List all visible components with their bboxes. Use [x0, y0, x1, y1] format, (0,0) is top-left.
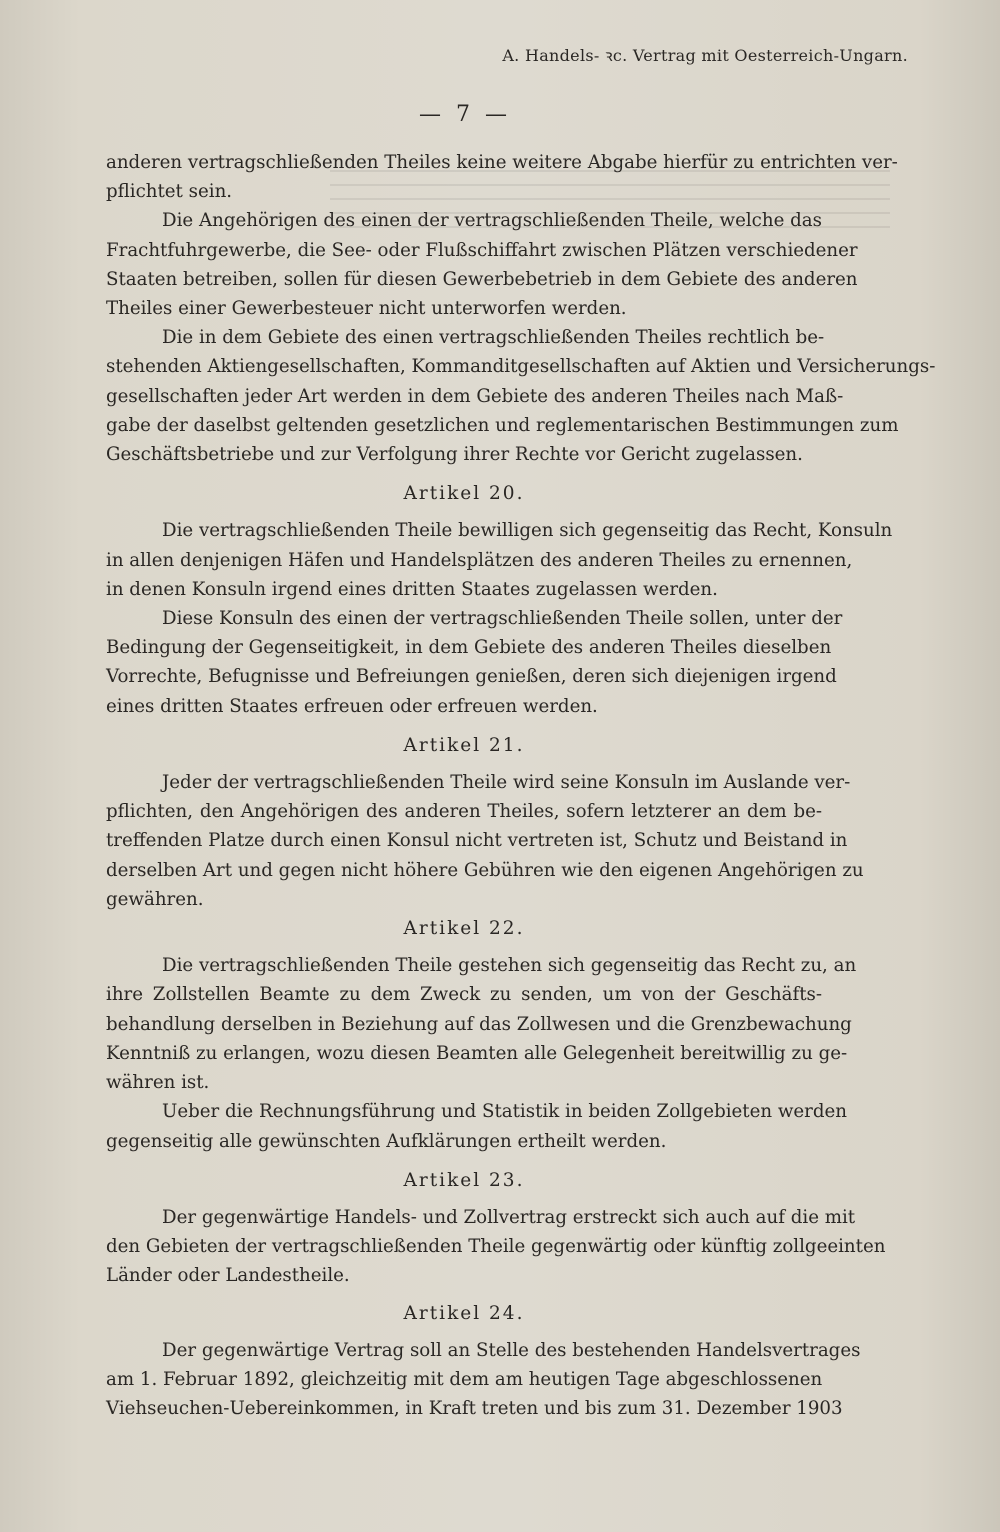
text-line: Vorrechte, Befugnisse und Befreiungen genießen, deren sich diejenigen irgend: [106, 666, 837, 688]
running-header: A. Handels- ꝛc. Vertrag mit Oesterreich-Ungarn.: [502, 46, 908, 65]
paragraph-inkrafttreten: [106, 1336, 861, 1424]
text-line: Die in dem Gebiete des einen vertragschließenden Theiles rechtlich be-: [162, 327, 825, 349]
text-line: eines dritten Staates erfreuen oder erfreuen werden.: [106, 695, 598, 717]
text-line: anderen vertragschließenden Theiles keine weitere Abgabe hierfür zu entrichten ver-: [106, 152, 898, 173]
article-23-heading: Artikel 23.: [403, 1169, 525, 1191]
text-line: Länder oder Landestheile.: [106, 1265, 350, 1287]
text-line: Theiles einer Gewerbesteuer nicht unterworfen werden.: [106, 298, 627, 320]
text-line: pflichten, den Angehörigen des anderen Theiles, sofern letzterer an dem be-: [106, 801, 822, 823]
text-line: Bedingung der Gegenseitigkeit, in dem Gebiete des anderen Theiles dieselben: [106, 637, 832, 659]
text-line: Kenntniß zu erlangen, wozu diesen Beamten alle Gelegenheit bereitwillig zu ge-: [106, 1042, 848, 1064]
text-line: Geschäftsbetriebe und zur Verfolgung ihrer Rechte vor Gericht zugelassen.: [106, 444, 803, 466]
text-line: gewähren.: [106, 888, 204, 910]
text-line: Die vertragschließenden Theile gestehen sich gegenseitig das Recht zu, an: [162, 955, 857, 977]
text-line: in allen denjenigen Häfen und Handelsplätzen des anderen Theiles zu ernennen,: [106, 549, 853, 571]
paragraph-frachtfuhr: [106, 206, 858, 323]
text-line: behandlung derselben in Beziehung auf das Zollwesen und die Grenzbewachung: [106, 1013, 852, 1035]
article-20-heading: Artikel 20.: [403, 483, 525, 505]
article-21-heading: Artikel 21.: [403, 734, 525, 756]
document-body: [106, 148, 936, 1423]
text-line: Frachtfuhrgewerbe, die See- oder Flußschiffahrt zwischen Plätzen verschiedener: [106, 239, 858, 261]
text-line: derselben Art und gegen nicht höhere Gebühren wie den eigenen Angehörigen zu: [106, 859, 864, 881]
text-line: ihre Zollstellen Beamte zu dem Zweck zu senden, um von der Geschäfts-: [106, 984, 822, 1006]
paragraph-statistik: [106, 1097, 847, 1155]
paragraph-zollvertrag: [106, 1203, 886, 1291]
paragraph-zollstellen: [106, 951, 857, 1097]
text-line: gegenseitig alle gewünschten Aufklärungen ertheilt werden.: [106, 1130, 667, 1152]
text-line: gesellschaften jeder Art werden in dem Gebiete des anderen Theiles nach Maß-: [106, 385, 844, 407]
text-line: Staaten betreiben, sollen für diesen Gewerbebetrieb in dem Gebiete des anderen: [106, 268, 858, 290]
text-line: Viehseuchen-Uebereinkommen, in Kraft treten und bis zum 31. Dezember 1903: [106, 1398, 843, 1420]
text-line: Jeder der vertragschließenden Theile wird seine Konsuln im Auslande ver-: [162, 772, 851, 794]
text-line: den Gebieten der vertragschließenden Theile gegenwärtig oder künftig zollgeeinten: [106, 1236, 886, 1258]
paragraph-vorrechte: [106, 604, 843, 721]
page-number: — 7 —: [419, 102, 511, 127]
text-line: Diese Konsuln des einen der vertragschließenden Theile sollen, unter der: [162, 608, 843, 630]
text-line: Der gegenwärtige Handels- und Zollvertrag erstreckt sich auch auf die mit: [162, 1206, 856, 1228]
text-line: stehenden Aktiengesellschaften, Kommanditgesellschaften auf Aktien und Versicherungs-: [106, 356, 936, 378]
text-line: Die vertragschließenden Theile bewilligen sich gegenseitig das Recht, Konsuln: [162, 520, 893, 542]
text-line: Ueber die Rechnungsführung und Statistik in beiden Zollgebieten werden: [162, 1101, 847, 1123]
article-22-heading: Artikel 22.: [403, 918, 525, 940]
paragraph-schutz: [106, 768, 864, 914]
paragraph-konsuln: [106, 516, 893, 604]
paragraph-aktiengesellschaften: [106, 323, 936, 469]
text-line: in denen Konsuln irgend eines dritten Staates zugelassen werden.: [106, 578, 718, 600]
text-line: gabe der daselbst geltenden gesetzlichen und reglementarischen Bestimmungen zum: [106, 414, 899, 436]
text-line: Die Angehörigen des einen der vertragschließenden Theile, welche das: [162, 210, 822, 232]
text-line: währen ist.: [106, 1072, 210, 1094]
text-line: pflichtet sein.: [106, 181, 233, 203]
paragraph-continuation: [106, 148, 898, 206]
text-line: treffenden Platze durch einen Konsul nicht vertreten ist, Schutz und Beistand in: [106, 830, 848, 852]
text-line: Der gegenwärtige Vertrag soll an Stelle des bestehenden Handelsvertrages: [162, 1339, 861, 1361]
text-line: am 1. Februar 1892, gleichzeitig mit dem am heutigen Tage abgeschlossenen: [106, 1368, 823, 1390]
article-24-heading: Artikel 24.: [403, 1302, 525, 1324]
